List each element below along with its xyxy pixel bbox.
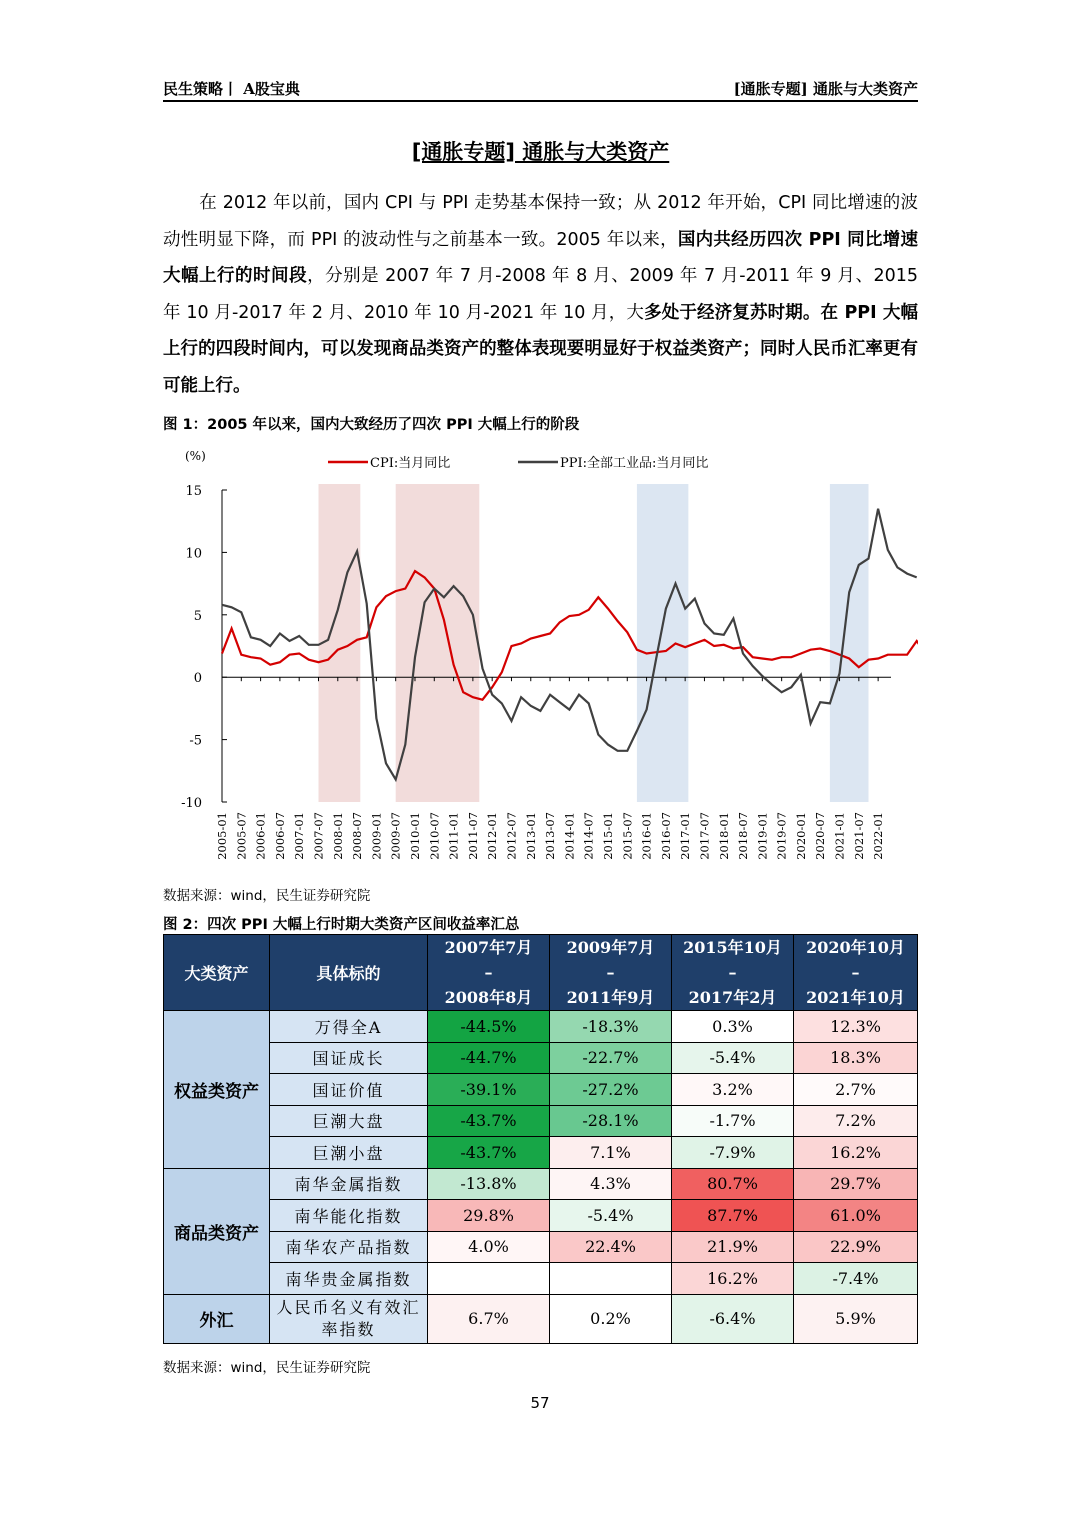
body-paragraph [163, 185, 918, 404]
return-cell: 29.8% [428, 1200, 550, 1232]
table-row [164, 1011, 918, 1043]
x-tick-label: 2009-07 [388, 812, 403, 860]
x-tick-label: 2006-01 [253, 812, 268, 860]
figure1-source: 数据来源：wind，民生证券研究院 [163, 888, 371, 904]
return-cell: -44.7% [428, 1042, 550, 1074]
return-cell: 7.2% [794, 1105, 918, 1137]
table-row [164, 1168, 918, 1200]
header-period-2: 2009年7月 – 2011年9月 [550, 935, 672, 1011]
asset-name: 人民币名义有效汇率指数 [270, 1294, 428, 1343]
header-right: [通胀专题] 通胀与大类资产 [733, 80, 918, 98]
asset-returns-table [163, 934, 918, 1344]
y-tick-label: 15 [185, 484, 202, 499]
x-tick-label: 2021-07 [851, 812, 866, 860]
header-target: 具体标的 [270, 935, 428, 1011]
return-cell: -28.1% [550, 1105, 672, 1137]
page-title: [通胀专题] 通胀与大类资产 [411, 140, 670, 164]
table-row [164, 1105, 918, 1137]
group-label: 外汇 [164, 1294, 270, 1343]
header-left: 民生策略丨 A股宝典 [163, 80, 300, 98]
header-period-3: 2015年10月 – 2017年2月 [672, 935, 794, 1011]
x-tick-label: 2008-07 [350, 812, 365, 860]
return-cell: -5.4% [550, 1200, 672, 1232]
return-cell: 3.2% [672, 1074, 794, 1106]
x-tick-label: 2016-01 [639, 812, 654, 860]
return-cell: 0.2% [550, 1294, 672, 1343]
return-cell: 2.7% [794, 1074, 918, 1106]
return-cell [428, 1263, 550, 1295]
x-tick-label: 2005-07 [234, 812, 249, 860]
x-tick-label: 2016-07 [658, 812, 673, 860]
x-tick-label: 2005-01 [215, 812, 229, 860]
x-tick-label: 2007-07 [311, 812, 326, 860]
group-label: 商品类资产 [164, 1168, 270, 1294]
table-row [164, 1042, 918, 1074]
legend-label: CPI:当月同比 [370, 456, 451, 471]
return-cell [550, 1263, 672, 1295]
return-cell: 5.9% [794, 1294, 918, 1343]
x-tick-label: 2006-07 [272, 812, 287, 860]
x-tick-label: 2021-01 [832, 812, 847, 860]
y-tick-label: 10 [185, 546, 202, 562]
figure2-source: 数据来源：wind，民生证券研究院 [163, 1360, 371, 1376]
table-row [164, 1294, 918, 1343]
header-asset-class: 大类资产 [164, 935, 270, 1011]
x-tick-label: 2013-01 [523, 812, 538, 860]
return-cell: 80.7% [672, 1168, 794, 1200]
table-row [164, 1263, 918, 1295]
asset-name: 国证成长 [270, 1042, 428, 1074]
return-cell: -1.7% [672, 1105, 794, 1137]
y-tick-label: -5 [189, 733, 202, 749]
return-cell: 12.3% [794, 1011, 918, 1043]
asset-name: 国证价值 [270, 1074, 428, 1106]
x-tick-label: 2008-01 [330, 812, 345, 860]
return-cell: 4.3% [550, 1168, 672, 1200]
x-tick-label: 2018-01 [716, 812, 731, 860]
asset-name: 巨潮小盘 [270, 1137, 428, 1169]
return-cell: -6.4% [672, 1294, 794, 1343]
table-row [164, 1231, 918, 1263]
para-text-1: 在 2012 年以前，国内 CPI 与 PPI 走势基本保持一致；从 2012 年开始，CPI 同比增速的波动性明显下降，而 PPI 的波动性与之前基本一致。2005 年以来， [163, 193, 918, 250]
x-tick-label: 2017-01 [678, 812, 693, 860]
x-tick-label: 2011-01 [446, 812, 461, 860]
return-cell: 16.2% [672, 1263, 794, 1295]
y-tick-label: 0 [193, 671, 202, 687]
x-tick-label: 2015-01 [600, 812, 615, 860]
return-cell: -7.9% [672, 1137, 794, 1169]
shaded-period [830, 484, 869, 802]
asset-name: 南华农产品指数 [270, 1231, 428, 1263]
return-cell: 21.9% [672, 1231, 794, 1263]
cpi-ppi-line-chart [163, 440, 918, 880]
x-tick-label: 2019-07 [774, 812, 789, 860]
return-cell: -22.7% [550, 1042, 672, 1074]
return-cell: 22.4% [550, 1231, 672, 1263]
shaded-period [637, 484, 688, 802]
x-tick-label: 2012-07 [504, 812, 519, 860]
return-cell: -39.1% [428, 1074, 550, 1106]
return-cell: -44.5% [428, 1011, 550, 1043]
return-cell: 29.7% [794, 1168, 918, 1200]
figure2-caption: 图 2：四次 PPI 大幅上行时期大类资产区间收益率汇总 [163, 917, 520, 933]
x-tick-label: 2022-01 [871, 812, 886, 860]
page-number: 57 [530, 1394, 550, 1412]
header-period-1: 2007年7月 – 2008年8月 [428, 935, 550, 1011]
return-cell: 16.2% [794, 1137, 918, 1169]
x-tick-label: 2007-01 [292, 812, 307, 860]
y-tick-label: 5 [193, 608, 202, 624]
return-cell: 6.7% [428, 1294, 550, 1343]
x-tick-label: 2020-01 [793, 812, 808, 860]
x-tick-label: 2019-01 [755, 812, 770, 860]
table-row [164, 1074, 918, 1106]
x-tick-label: 2012-01 [485, 812, 500, 860]
return-cell: -13.8% [428, 1168, 550, 1200]
legend-label: PPI:全部工业品:当月同比 [560, 456, 709, 471]
x-tick-label: 2013-07 [543, 812, 558, 860]
header-period-4: 2020年10月 – 2021年10月 [794, 935, 918, 1011]
asset-name: 巨潮大盘 [270, 1105, 428, 1137]
return-cell: -18.3% [550, 1011, 672, 1043]
asset-name: 南华贵金属指数 [270, 1263, 428, 1295]
x-tick-label: 2010-07 [427, 812, 442, 860]
para-bold-1: 国内共经历四次 PPI 同比增速大幅上行的时间段 [163, 229, 918, 286]
para-text-2: ，分别是 2007 年 7 月-2008 年 8 月、2009 年 7 月-2011 年 9 月、2015 年 10 月-2017 年 2 月、2010 年 10 月-2021 年 10 月，大 [163, 266, 918, 323]
figure1-caption: 图 1：2005 年以来，国内大致经历了四次 PPI 大幅上行的阶段 [163, 417, 580, 433]
group-label: 权益类资产 [164, 1011, 270, 1169]
x-tick-label: 2014-01 [562, 812, 577, 860]
return-cell: -43.7% [428, 1137, 550, 1169]
table-row [164, 1200, 918, 1232]
x-tick-label: 2020-07 [813, 812, 828, 860]
shaded-period [396, 484, 480, 802]
x-tick-label: 2010-01 [407, 812, 422, 860]
return-cell: 0.3% [672, 1011, 794, 1043]
para-bold-2: 多处于经济复苏时期。在 PPI 大幅上行的四段时间内，可以发现商品类资产的整体表现要明显好于权益类资产；同时人民币汇率更有可能上行。 [163, 302, 918, 396]
asset-name: 南华金属指数 [270, 1168, 428, 1200]
return-cell: 87.7% [672, 1200, 794, 1232]
return-cell: -7.4% [794, 1263, 918, 1295]
asset-name: 万得全A [270, 1011, 428, 1043]
asset-name: 南华能化指数 [270, 1200, 428, 1232]
x-tick-label: 2018-07 [736, 812, 751, 860]
return-cell: 18.3% [794, 1042, 918, 1074]
return-cell: -5.4% [672, 1042, 794, 1074]
x-tick-label: 2009-01 [369, 812, 384, 860]
table-row [164, 1137, 918, 1169]
return-cell: 7.1% [550, 1137, 672, 1169]
return-cell: -27.2% [550, 1074, 672, 1106]
x-tick-label: 2011-07 [465, 812, 480, 860]
unit-label: (%) [185, 449, 206, 463]
return-cell: -43.7% [428, 1105, 550, 1137]
return-cell: 22.9% [794, 1231, 918, 1263]
return-cell: 4.0% [428, 1231, 550, 1263]
y-tick-label: -10 [181, 796, 202, 811]
page-header [163, 76, 918, 102]
return-cell: 61.0% [794, 1200, 918, 1232]
x-tick-label: 2017-07 [697, 812, 712, 860]
x-tick-label: 2015-07 [620, 812, 635, 860]
x-tick-label: 2014-07 [581, 812, 596, 860]
